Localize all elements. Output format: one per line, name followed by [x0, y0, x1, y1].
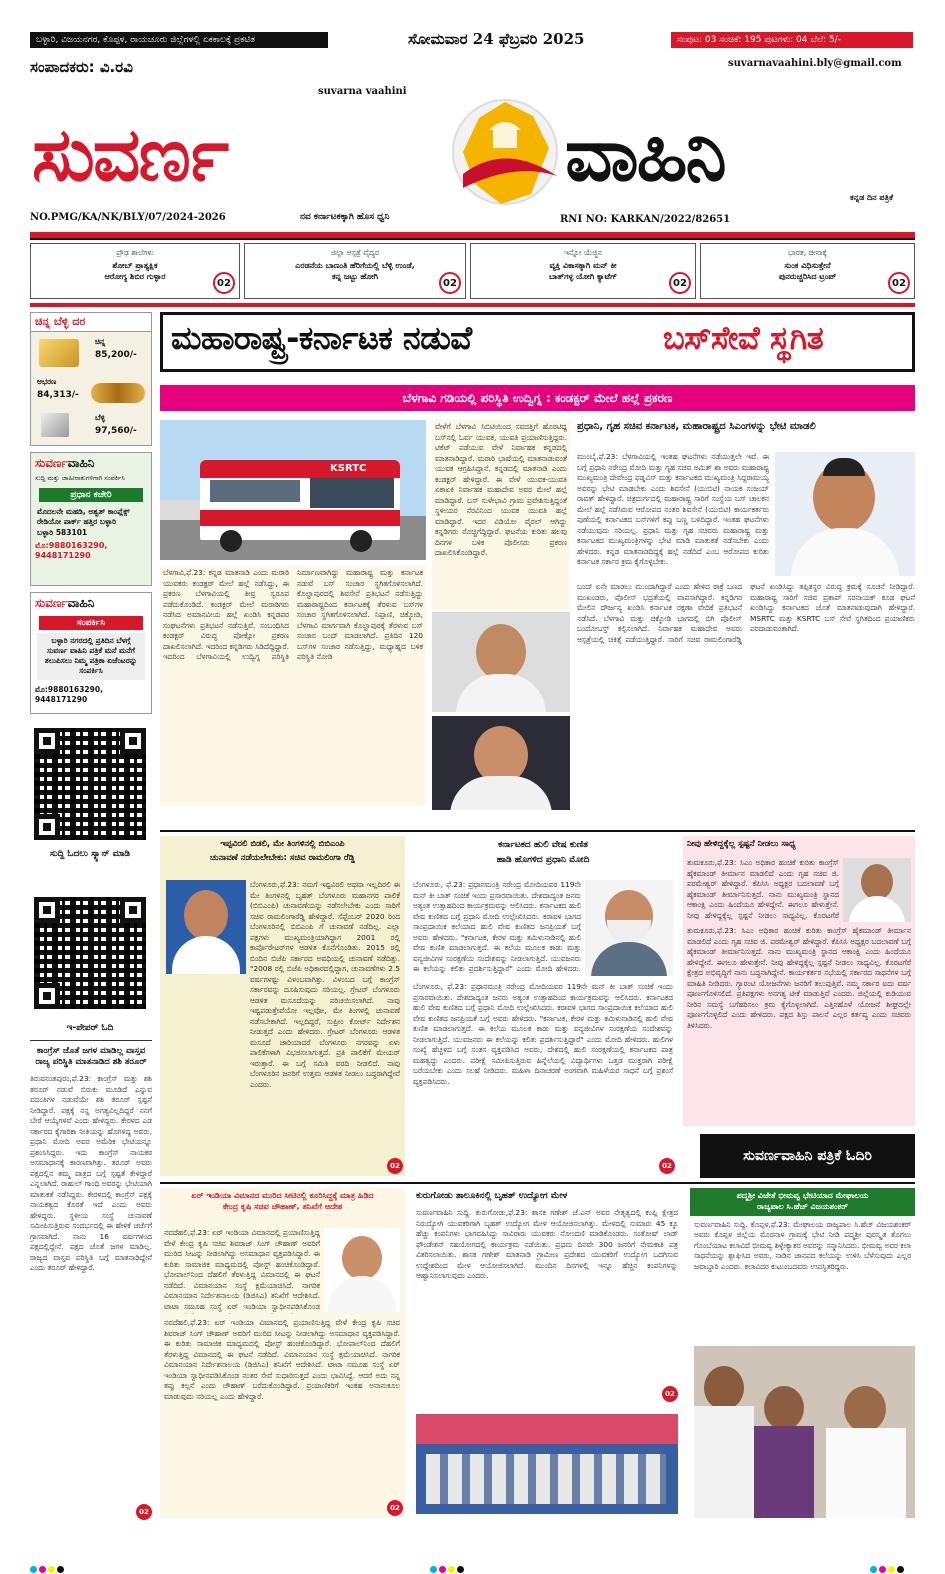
ornament-label: ಆಭರಣ: [37, 377, 57, 386]
story-body: ನವದೆಹಲಿ,ಫೆ.23: ಏರ್ ಇಂಡಿಯಾ ವಿಮಾನದಲ್ಲಿ ಪ್ರಯಾಣಿಸುತ್ತಿದ್ದ ವೇಳೆ ಕೇಂದ್ರ ಕೃಷಿ ಸಚಿವ ಶಿವರಾಜ್ ಸಿಂಗ್ ಚೌಹಾಣ್ ಅವರಿಗೆ ಮುರಿದ ಸೀಟನ್ನು ನೀಡಲಾಗಿದ್ದು ಅಸಮಾಧಾನ ವ್ಯಕ್ತಪಡಿಸಿದ್ದಾರೆ. ಈ ಕುರಿತು ಸಾಮಾಜಿಕ ಮಾಧ್ಯಮದಲ್ಲಿ ಪೋಸ್ಟ್ ಹಂಚಿಕೊಂಡಿದ್ದಾರೆ. ಭೋಪಾಲ್‌ನಿಂದ ದೆಹಲಿಗೆ ತೆರಳುತ್ತಿದ್ದ ವಿಮಾನದಲ್ಲಿ ಈ ಘಟನೆ ನಡೆದಿದೆ. ವಿಮಾನಯಾನ ಸಂಸ್ಥೆ ಕ್ಷಮೆಯಾಚಿಸಿದೆ. ನಾಗರಿಕ ವಿಮಾನಯಾನ ನಿರ್ದೇಶನಾಲಯ (ಡಿಜಿಸಿಎ) ತನಿಖೆಗೆ ಆದೇಶಿಸಿದೆ. ಟಾಟಾ ಸಮೂಹ ಸಂಸ್ಥೆ ಏರ್ ಇಂಡಿಯಾ ಸ್ವಾಧೀನಪಡಿಸಿಕೊಂಡ: [164, 1228, 320, 1311]
photo-chouhan: [324, 1228, 400, 1312]
section-rule: [160, 830, 915, 832]
page-ref: 02: [213, 272, 235, 294]
lead-body-1: ಬೆಳಗಾವಿ,ಫೆ.23: ಕನ್ನಡ ಮಾತನಾಡಿ ಎಂದು ಮರಾಠಿ ಯುವಕರು ಕಂಡಕ್ಟರ್ ಮೇಲೆ ಹಲ್ಲೆ ನಡೆಸಿದ್ದು, ಈ ಪ್ರಕರಣ ಬೆಳಗಾವಿಯಲ್ಲಿ ತೀವ್ರ ಸ್ವರೂಪ ಪಡೆದುಕೊಂಡಿದೆ. ಕಂಡಕ್ಟರ್ ಮೇಲೆ ಮರಾಠಿಗರು ನಡೆಸಿದ ಅಮಾನವೀಯ ಹಲ್ಲೆ ಖಂಡಿಸಿ ಕನ್ನಡಪರ ಸಂಘಟನೆಗಳು ಪ್ರತಿಭಟನೆ ನಡೆಸುತ್ತಿವೆ. ಸಂಬಂಧಿಸಿದ ಕಂಡಕ್ಟರ್ ವಿರುದ್ಧ ಪೋಕ್ಸೋ ಪ್ರಕರಣ ದಾಖಲಿಸಲಾಗಿದೆ. ಇದರಿಂದ ಕನ್ನಡಿಗರು ಸಿಡಿದೆದ್ದಿದ್ದಾರೆ. ಇದರಿಂದ ಬೆಳಗಾವಿಯಲ್ಲಿ ಉದ್ವಿಗ್ನ ಪರಿಸ್ಥಿತಿ ನಿರ್ಮಾಣವಾಗಿದ್ದು ಮಹಾರಾಷ್ಟ್ರ ಮತ್ತು ಕರ್ನಾಟಕ ನಡುವೆ ಬಸ್ ಸಂಚಾರ ಸ್ಥಗಿತಗೊಳಿಸಲಾಗಿದೆ. ಕೊಲ್ಹಾಪುರದಲ್ಲಿ ಶಿವಸೇನೆ ಪ್ರತಿಭಟನೆ ನಡೆಸುತ್ತಿದ್ದು ಮಹಾರಾಷ್ಟ್ರದಿಂದ ಕರ್ನಾಟಕಕ್ಕೆ ತೆರಳುವ ಬಸ್‌ಗಳ ಸಂಚಾರ ಸ್ಥಗಿತಗೊಳಿಸಲಾಗಿದೆ. ನಿಪ್ಪಾಣಿ, ಚಿಕ್ಕೋಡಿ, ಬೆಳಗಾವಿ ಮಾರ್ಗವಾಗಿ ಕೊಲ್ಹಾಪುರಕ್ಕೆ ತೆರಳುವ ಬಸ್ ಸಂಚಾರ ಬಂದ್ ಮಾಡಲಾಗಿದೆ. ಪ್ರತಿದಿನ 120 ಬಸ್‌ಗಳ ಸಂಚಾರ ನಡೆಸುತ್ತಿದ್ದು, ಮಧ್ಯಾಹ್ನದ ಬಳಿಕ ಪರಿಸ್ಥಿತಿ ನೋಡಿ: [160, 566, 426, 806]
photo-governor-bhimavva: [694, 1346, 915, 1518]
gold-label: ಚಿನ್ನ: [95, 337, 106, 346]
lead-headline: ಮಹಾರಾಷ್ಟ್ರ-ಕರ್ನಾಟಕ ನಡುವೆ: [171, 319, 472, 357]
read-promo[interactable]: ಸುವರ್ಣವಾಹಿನಿ ಪತ್ರಿಕೆ ಓದಿರಿ: [700, 1134, 915, 1178]
story-body: ಬೆಂಗಳೂರು, ಫೆ.23: ಪ್ರಧಾನಮಂತ್ರಿ ನರೇಂದ್ರ ಮೋದಿಯವರ 119ನೇ ಮನ್ ಕೀ ಬಾತ್ ಸಂಚಿಕೆ ಇಂದು ಪ್ರಸಾರವಾಯಿತು. ದೇಶದಾದ್ಯಂತ ಜನರು ಅತ್ಯಂತ ಉತ್ಸಾಹದಿಂದ ಕಾರ್ಯಕ್ರಮವನ್ನು ಆಲಿಸಿದರು. ಕರ್ನಾಟಕದ ಹುಲಿ ವೇಷ ಕುಣಿತದ ಬಗ್ಗೆ ಪ್ರಧಾನಿ ಮೋದಿ ಉಲ್ಲೇಖಿಸಿದರು. ಕರಾವಳಿ ಭಾಗದ ಸಾಂಪ್ರದಾಯಿಕ ಕಲೆಯಾದ ಹುಲಿ ವೇಷ ಕುಣಿತದ ಜನಪ್ರಿಯತೆ ಬಗ್ಗೆ ಅವರು ಹೇಳಿದರು. "ಕರ್ನಾಟಕ, ಕೇರಳ ಮತ್ತು ತಮಿಳುನಾಡಿನಲ್ಲಿ ಹುಲಿ ವೇಷ ಕುಣಿತ ಮಾಡಲಾಗುತ್ತದೆ. ಈ ಕಲೆಯ ಮೂಲಕ ಕಾಡು ಮತ್ತು ವನ್ಯಜೀವಿಗಳ ಸಂರಕ್ಷಣೆಯ ಸಂದೇಶವನ್ನು ನೀಡಲಾಗುತ್ತಿದೆ. ಯುವಜನರು ಈ ಕಲೆಯನ್ನು ಕಲಿತು ಪ್ರದರ್ಶಿಸುತ್ತಿದ್ದಾರೆ" ಎಂದು ಮೋದಿ ಹೇಳಿದರು.: [413, 880, 581, 974]
page-ref: 02: [387, 1500, 403, 1516]
teaser-kicker: ಪ್ರೌಢ ಶಾಲೆಗಳು: [116, 248, 154, 257]
story-body: ತುಮಕೂರು,ಫೆ.23: ಸಿಎಂ ಅಧಿಕಾರ ಹಂಚಿಕೆ ಕುರಿತು ಕಾಂಗ್ರೆಸ್ ಹೈಕಮಾಂಡ್ ತೀರ್ಮಾನ ಮಾಡಲಿದೆ ಎಂದು ಗೃಹ ಸಚಿವ ಜಿ. ಪರಮೇಶ್ವರ್ ಹೇಳಿದ್ದಾರೆ. ಕೆಪಿಸಿಸಿ ಅಧ್ಯಕ್ಷರ ಬದಲಾವಣೆ ಬಗ್ಗೆ ಹೈಕಮಾಂಡ್ ತೀರ್ಮಾನಿಸುತ್ತದೆ. ನಾನು ಮುಖ್ಯಮಂತ್ರಿ ಸ್ಥಾನದ ಆಕಾಂಕ್ಷಿ ಎಂದು ಹಿಂದೆಯೂ ಹೇಳಿದ್ದೇನೆ. ಈಗಲೂ ಹೇಳುತ್ತೇನೆ. ನೀವು ಹೇಳಿದ್ದಕ್ಕೆಲ್ಲ ಸ್ಪಷ್ಟನೆ ನೀಡಲು ಸಾಧ್ಯವಿಲ್ಲ. ಕೊರಟಗೆರೆ: [687, 858, 839, 920]
teaser-2[interactable]: [244, 243, 466, 299]
registration-marks: [30, 1558, 66, 1574]
lead-headline-box: [160, 312, 915, 372]
qr-caption: ಇ-ಪೇಪರ್ ಓದಿ: [66, 1023, 114, 1033]
office-ad: [30, 452, 152, 586]
masthead-left: ಸುವರ್ಣ: [32, 112, 228, 198]
silver-label: ಬೆಳ್ಳಿ: [95, 413, 105, 422]
story-body: ಬೆಂಗಳೂರು,ಫೆ.23: ನಮಗೆ ಇಷ್ಟವಿರಲಿ ಅಥವಾ ಇಲ್ಲದಿರಲಿ ಈ ಮೇ ತಿಂಗಳಿನಲ್ಲಿ ಬೃಹತ್ ಬೆಂಗಳೂರು ಮಹಾನಗರ ಪಾಲಿಕೆ (ಬಿಬಿಎಂಪಿ) ಚುನಾವಣೆಯನ್ನು ನಡೆಸಲೇಬೇಕು ಎಂದು ಸಾರಿಗೆ ಸಚಿವ ರಾಮಲಿಂಗಾರೆಡ್ಡಿ ಹೇಳಿದ್ದಾರೆ. ಸೆಪ್ಟೆಂಬರ್ 2020 ರಿಂದ ಬೆಂಗಳೂರಿನಲ್ಲಿ ಬಿಬಿಎಂಪಿ ಗೆ ಚುನಾವಣೆ ನಡೆದಿಲ್ಲ. ಎಲ್ಲಾ ಪಕ್ಷಗಳು ಮುಖ್ಯಮಂತ್ರಿಯಾಗಿದ್ದಾಗ 2001 ರಲ್ಲಿ ಕಾರ್ಪೊರೇಟರ್‌ಗಳ ಆಡಳಿತ ಕೊನೆಗೊಂಡಿತು. 2015 ರಲ್ಲಿ ಬಿಂದಿನ ಬಿಜೆಪಿ ಸರ್ಕಾರದ ಅವಧಿಯಲ್ಲಿ ಚುನಾವಣೆ ನಡೆದಿತ್ತು. "2008 ರಲ್ಲಿ ಬಿಜೆಪಿ ಅಧಿಕಾರದಲ್ಲಿದ್ದಾಗ, ಚುನಾವಣೆಗಳು 2.5 ವರ್ಷಗಳಷ್ಟು ವಿಳಂಬವಾಗಿತ್ತು. ವಿಳಂಬದ ಬಗ್ಗೆ ಕಾಂಗ್ರೆಸ್ ಸರ್ಕಾರವನ್ನು ದೂಷಿಸುವುದು ಸರಿಯಲ್ಲ. ಗ್ರೇಟರ್ ಬೆಂಗಳೂರು ಆಡಳಿತ ಮಸೂದೆಯನ್ನು ಪರಿಚಯಿಸಲಾಗಿದೆ. ನಾವು ಇಷ್ಟಪಡುತ್ತೇವೆಯೋ ಇಲ್ಲವೋ, ಮೇ ತಿಂಗಳಲ್ಲಿ ಚುನಾವಣೆ ನಡೆಸಬೇಕಾಗಿದೆ. ಇಲ್ಲದಿದ್ದರೆ, ಸುಪ್ರೀಂ ಕೋರ್ಟ್ ನಿರ್ದೇಶನ ನೀಡುತ್ತದೆ ಎಂದು ಹೇಳಿದರು. ಗ್ರೇಟರ್ ಬೆಂಗಳೂರು ಆಡಳಿತ ಮಸೂದೆ ಜಾರಿಯಾದರೆ ಬೆಂಗಳೂರು ನಗರವನ್ನು ಏಳು ಪಾಲಿಕೆಗಳಾಗಿ ವಿಭಜಿಸಲಾಗುತ್ತದೆ. ಪ್ರತಿ ಪಾಲಿಕೆಗೆ ಮೇಯರ್ ಇರುತ್ತಾರೆ. ಈ ಬಗ್ಗೆ ಸಮಿತಿ ವರದಿ ನೀಡಲಿದೆ. ನಾವು ಬೆಂಗಳೂರಿನ ಜನರಿಗೆ ಉತ್ತಮ ಆಡಳಿತ ನೀಡಲು ಬದ್ಧರಾಗಿದ್ದೇವೆ ಎಂದರು.: [250, 880, 400, 1089]
silver-bar-icon: [41, 413, 69, 437]
photo-modi: [585, 880, 673, 976]
story-body-cont: ಬೆಂಗಳೂರು, ಫೆ.23: ಪ್ರಧಾನಮಂತ್ರಿ ನರೇಂದ್ರ ಮೋದಿಯವರ 119ನೇ ಮನ್ ಕೀ ಬಾತ್ ಸಂಚಿಕೆ ಇಂದು ಪ್ರಸಾರವಾಯಿತು. ದೇಶದಾದ್ಯಂತ ಜನರು ಅತ್ಯಂತ ಉತ್ಸಾಹದಿಂದ ಕಾರ್ಯಕ್ರಮವನ್ನು ಆಲಿಸಿದರು. ಕರ್ನಾಟಕದ ಹುಲಿ ವೇಷ ಕುಣಿತದ ಬಗ್ಗೆ ಪ್ರಧಾನಿ ಮೋದಿ ಉಲ್ಲೇಖಿಸಿದರು. ಕರಾವಳಿ ಭಾಗದ ಸಾಂಪ್ರದಾಯಿಕ ಕಲೆಯಾದ ಹುಲಿ ವೇಷ ಕುಣಿತದ ಜನಪ್ರಿಯತೆ ಬಗ್ಗೆ ಅವರು ಹೇಳಿದರು. "ಕರ್ನಾಟಕ, ಕೇರಳ ಮತ್ತು ತಮಿಳುನಾಡಿನಲ್ಲಿ ಹುಲಿ ವೇಷ ಕುಣಿತ ಮಾಡಲಾಗುತ್ತದೆ. ಈ ಕಲೆಯ ಮೂಲಕ ಕಾಡು ಮತ್ತು ವನ್ಯಜೀವಿಗಳ ಸಂರಕ್ಷಣೆಯ ಸಂದೇಶವನ್ನು ನೀಡಲಾಗುತ್ತಿದೆ. ಯುವಜನರು ಈ ಕಲೆಯನ್ನು ಕಲಿತು ಪ್ರದರ್ಶಿಸುತ್ತಿದ್ದಾರೆ" ಎಂದು ಮೋದಿ ಹೇಳಿದರು. ಹುಲಿಗಳ ಸಂಖ್ಯೆ ಹೆಚ್ಚಳದ ಬಗ್ಗೆ ಸಂತಸ ವ್ಯಕ್ತಪಡಿಸಿದ ಅವರು, ದೇಶದಲ್ಲಿ ಹುಲಿ ಸಂರಕ್ಷಣೆಯಲ್ಲಿ ಕರ್ನಾಟಕದ ಪಾತ್ರ ಮಹತ್ವದ್ದು ಎಂದರು. ಪರೀಕ್ಷೆ ಸಮೀಪಿಸುತ್ತಿರುವ ಹಿನ್ನೆಲೆಯಲ್ಲಿ ವಿದ್ಯಾರ್ಥಿಗಳು ಒತ್ತಡ ಮುಕ್ತರಾಗಿ ಪರೀಕ್ಷೆ ಬರೆಯಬೇಕು ಎಂದು ಸಲಹೆ ನೀಡಿದರು. ಮಹಿಳಾ ದಿನಾಚರಣೆ ಅಂಗವಾಗಿ ಮಹಿಳೆಯರ ಸಾಧನೆ ಬಗ್ಗೆ ಪ್ರಶಂಸೆ ವ್ಯಕ್ತಪಡಿಸಿದರು.: [413, 982, 673, 1086]
gold-price: 85,200/-: [95, 350, 137, 360]
teaser-headline: ಸುಂಕ ವಿಧಿಸುತ್ತೇನೆ: [784, 261, 831, 270]
tagline: ನವ ಕರ್ನಾಟಕಕ್ಕಾಗಿ ಹೊಸ ಧ್ವನಿ: [300, 212, 390, 222]
masthead: [30, 100, 915, 220]
teaser-kicker: ಇನ್ನೋ ಯೆಜ್ಜಿನ: [564, 248, 602, 257]
page-ref: 02: [387, 1158, 403, 1174]
teaser-headline: ಶೋಬ್ ಪ್ರಾತ್ಯಕ್ಷಿಕ: [112, 261, 158, 270]
registration-marks: [870, 1558, 906, 1574]
section-rule: [30, 303, 915, 307]
silver-price: 97,560/-: [95, 426, 137, 436]
postal-reg-number: NO.PMG/KA/NK/BLY/07/2024-2026: [30, 212, 226, 223]
page-ref: 02: [136, 1504, 152, 1520]
story-body: ತಿರುವನಂತಪುರಂ,ಫೆ.23: ಕಾಂಗ್ರೆಸ್ ಮತ್ತು ಶಶಿ ತರೂರ್ ನಡುವೆ ಬಿರುಕು ಮೂಡಿದೆ ಎನ್ನುವ ವದಂತಿಗಳ ನಡುವೆಯೇ ಶಶಿ ತರೂರ್ ಸ್ಪಷ್ಟನೆ ನೀಡಿದ್ದಾರೆ. ಪಕ್ಷಕ್ಕೆ ನನ್ನ ಅಗತ್ಯವಿಲ್ಲದಿದ್ದರೆ ನನಗೆ ಬೇರೆ ಆಯ್ಕೆಗಳಿವೆ ಎಂದು ಹೇಳಿದ್ದರು. ಕೇರಳದ ಎಡ ಸರ್ಕಾರದ ಕೈಗಾರಿಕಾ ನೀತಿಯನ್ನು ಹೊಗಳಿದ್ದ ಅವರು, ಪ್ರಧಾನಿ ಮೋದಿ ಅವರ ಅಮೆರಿಕ ಭೇಟಿಯನ್ನೂ ಪ್ರಶಂಸಿಸಿದ್ದರು. ಇದು ಕಾಂಗ್ರೆಸ್ ನಾಯಕರ ಅಸಮಾಧಾನಕ್ಕೆ ಕಾರಣವಾಗಿತ್ತು. ತರೂರ್ ಅವರು ಪಕ್ಷದಲ್ಲಿನ ತಮ್ಮ ಪಾತ್ರದ ಬಗ್ಗೆ ಸ್ಪಷ್ಟತೆ ಕೇಳಿದ್ದಾರೆ ಎನ್ನಲಾಗಿದೆ. ರಾಹುಲ್ ಗಾಂಧಿ ಅವರನ್ನು ಭೇಟಿಯಾಗಿ ಮಾತುಕತೆ ನಡೆಸಿದ್ದರು. ಕೇರಳದಲ್ಲಿ ಕಾಂಗ್ರೆಸ್ ಪಕ್ಷಕ್ಕೆ ನಾಯಕತ್ವದ ಕೊರತೆ ಇದೆ ಎಂದು ಅವರು ಹೇಳಿದ್ದರು. ಸ್ಥಳೀಯ ಸಂಸ್ಥೆ ಚುನಾವಣೆ ಸಮೀಪಿಸುತ್ತಿರುವ ಸಂದರ್ಭದಲ್ಲಿ ಈ ಹೇಳಿಕೆ ಚರ್ಚೆಗೆ ಗ್ರಾಸವಾಗಿದೆ. ನಾನು 16 ವರ್ಷಗಳಿಂದ ಪಕ್ಷದಲ್ಲಿದ್ದೇನೆ. ಪಕ್ಷದ ಜೊತೆ ಜಗಳ ಮಾಡಿಲ್ಲ. ರಾಜ್ಯದ ವಾಸ್ತವ ಪರಿಸ್ಥಿತಿ ಬಗ್ಗೆ ಮಾತನಾಡಿದ್ದೇನೆ ಎಂದು ತರೂರ್ ಹೇಳಿದ್ದಾರೆ.: [30, 1074, 152, 1273]
teaser-headline: ಕನ್ನ ಜಟ್ಟು ಹೋಗಿ: [331, 272, 379, 281]
regions-bar: ಬಳ್ಳಾರಿ, ವಿಜಯನಗರ, ಕೊಪ್ಪಳ, ರಾಯಚೂರು ಜಿಲ್ಲೆಗಳಲ್ಲಿ ಏಕಕಾಲಕ್ಕೆ ಪ್ರಕಟಿತ: [30, 32, 328, 48]
gold-bar-icon: [39, 339, 79, 367]
bus-photo: [160, 420, 426, 560]
story-tharoor: [30, 1046, 152, 1516]
agents-ad: [30, 592, 152, 714]
ad-agents-text: ಬಳ್ಳಾರಿ ನಗರದಲ್ಲಿ ಪ್ರತಿದಿನ ಬೆಳಗ್ಗೆ ಸುವರ್ಣ ವಾಹಿನಿ ಪತ್ರಿಕೆ ಮನೆ ಮನೆಗೆ ತಲುಪಿಸಲು ನಿಮ್ಮ ಪತ್ರಿಕಾ ಏಜೆಂಟರನ್ನು ಸಂಪರ್ಕಿಸಿ: [37, 633, 145, 680]
lead-side-body: ಮುಂಬೈ,ಫೆ.23: ಬೆಳಗಾವಿಯಲ್ಲಿ ಇಂತಹ ಘಟನೆಗಳು ನಡೆಯುತ್ತಲೇ ಇವೆ. ಈ ಬಗ್ಗೆ ಪ್ರಧಾನಿ ನರೇಂದ್ರ ಮೋದಿ ಮತ್ತು ಗೃಹ ಸಚಿವ ಅಮಿತ್ ಶಾ ಅವರು ಮಹಾರಾಷ್ಟ್ರ ಮುಖ್ಯಮಂತ್ರಿ ದೇವೇಂದ್ರ ಫಡ್ನವಿಸ್ ಮತ್ತು ಕರ್ನಾಟಕದ ಮುಖ್ಯಮಂತ್ರಿ ಸಿದ್ದರಾಮಯ್ಯ ಅವರನ್ನು ಭೇಟಿ ಮಾಡಬೇಕು ಎಂದು ಶಿವಸೇನೆ (ಯುಬಿಟಿ) ನಾಯಕ ಸಂಜಯ್ ರಾವತ್ ಹೇಳಿದ್ದಾರೆ. ಚಿತ್ರದುರ್ಗದಲ್ಲಿ ಮಹಾರಾಷ್ಟ್ರ ಸಾರಿಗೆ ಸಂಸ್ಥೆಯ ಬಸ್ ಚಾಲಕನ ಮೇಲೆ ಹಲ್ಲೆ ನಡೆಸಿರುವ ಆರೋಪದ ನಂತರ ಶಿವಸೇನೆ (ಯುಬಿಟಿ) ಕಾರ್ಯಕರ್ತರು ಪುಣೆಯಲ್ಲಿ ಕರ್ನಾಟಕದ ಬಸ್‌ಗಳಿಗೆ ಕಪ್ಪು ಬಣ್ಣ ಬಳಿದಿದ್ದಾರೆ. ಇಂತಹ ಘಟನೆಗಳು ನಡೆಯುವುದು ಸರಿಯಲ್ಲ. ಪ್ರಧಾನಿ ಮತ್ತು ಗೃಹ ಸಚಿವರು ಮಹಾರಾಷ್ಟ್ರ ಮತ್ತು ಕರ್ನಾಟಕದ ಮುಖ್ಯಮಂತ್ರಿಗಳನ್ನು ಭೇಟಿ ಮಾಡಿ ಮಾತುಕತೆ ನಡೆಸಬೇಕು ಎಂದು ಹೇಳಿದರು. ಕನ್ನಡ ಮಾತನಾಡದಿದ್ದಕ್ಕೆ ಹಲ್ಲೆ ನಡೆದಿದೆ ಎಂಬ ಆರೋಪದ ಕುರಿತು ಕರ್ನಾಟಕ ಸರ್ಕಾರ ಕ್ರಮ ಕೈಗೊಳ್ಳಬೇಕು.: [577, 452, 769, 567]
qr-caption: ಸುದ್ದಿ ಓದಲು ಸ್ಕ್ಯಾನ್ ಮಾಡಿ: [50, 849, 130, 859]
photo-sanjay-raut: [775, 452, 915, 576]
issue-date: ಸೋಮವಾರ 24 ಫೆಬ್ರವರಿ 2025: [408, 30, 585, 48]
ad-address: ಮೊದಲನೇ ಮಹಡಿ, ಅಶ್ವತ್ ಕಾಂಪ್ಲೆಕ್ಸ್ ರೇಡಿಯೋ ಪಾರ್ಕ್ ಹತ್ತಿರ ಬಳ್ಳಾರಿ: [37, 506, 130, 526]
teaser-headline: ವ್ಯಕ್ತಿ ವಿಕಾಸಕ್ಕಾಗಿ ಮನ್ ಕೀ: [549, 261, 617, 270]
gold-bangle-icon: [91, 383, 145, 403]
photo-siddaramaiah: [432, 612, 570, 712]
page-ref: 02: [669, 272, 691, 294]
story-headline: ನೀವು ಹೇಳಿದ್ದಕ್ಕೆಲ್ಲ ಸ್ಪಷ್ಟನೆ ನೀಡಲು ಸಾಧ್ಯ: [687, 839, 796, 849]
editor-name: ಸಂಪಾದಕರು: ವಿ.ರವಿ: [30, 58, 133, 76]
story-headline: ಕುರುಗೋಡು ತಾಲೂಕಿನಲ್ಲಿ ಬೃಹತ್ ಉದ್ಯೋಗ ಮೇಳ: [416, 1191, 568, 1201]
story-headline: ಚುನಾವಣೆ ನಡೆಯಲೇಬೇಕು: ಸಚಿವ ರಾಮಲಿಂಗಾ ರೆಡ್ಡಿ: [209, 853, 356, 864]
ornament-price: 84,313/-: [37, 390, 79, 400]
teaser-kicker: ಭಾರತ, ಚೀನಾಕ್ಕೆ: [788, 248, 827, 257]
story-headline: ಕರ್ನಾಟಕದ ಹುಲಿ ವೇಷ ಕುಣಿತ: [498, 840, 588, 850]
ad-brand-right: ವಾಹಿನಿ: [67, 596, 95, 610]
issue-details: ಸಂಪುಟ: 03 ಸಂಚಿಕೆ: 195 ಪುಟಗಳು: 04 ಬೆಲೆ: 5/-: [671, 32, 913, 48]
lead-body-2: ವೇಳೆಗೆ ಬೆಳಗಾವಿ ಸಿಬಿಟಿಯಿಂದ ಸವದತ್ತಿಗೆ ಹೊರಟಿದ್ದ ಬಸ್‌ನಲ್ಲಿ ಓರ್ವ ಯುವಕ, ಯುವತಿ ಪ್ರಯಾಣಿಸುತ್ತಿದ್ದರು. ಟಿಕೆಟ್ ಪಡೆಯುವ ವೇಳೆ ನಿರ್ವಾಹಕ ಕನ್ನಡದಲ್ಲಿ ಮಾತನಾಡಿದ್ದಾರೆ. ಮರಾಠಿ ಭಾಷೆಯಲ್ಲಿ ಮಾತನಾಡುವಂತೆ ಯುವಕ ಆಗ್ರಹಿಸಿದ್ದಾನೆ. ಕನ್ನಡದಲ್ಲಿ ಮಾತನಾಡಿ ಎಂದು ಕಂಡಕ್ಟರ್ ಹೇಳಿದ್ದಾರೆ. ಈ ವೇಳೆ ಯುವಕ-ಯುವತಿ ಏಕಾಏಕಿ ನಿರ್ವಾಹಕ ಮಹಾದೇವ ಅವರ ಮೇಲೆ ಹಲ್ಲೆ ಮಾಡಿದ್ದಾರೆ. ಬಸ್ ಸುಳೇಭಾವಿ ಗ್ರಾಮ ಪ್ರವೇಶಿಸುತ್ತಿದ್ದಂತೆ ಸ್ಥಳೀಯರ ನೆರವಿನಿಂದ ಯುವಕ ಯುವತಿ ಹಲ್ಲೆ ಮಾಡಿದ್ದಾರೆ. ಇದರ ವಿಡಿಯೋ ವೈರಲ್ ಆಗಿದ್ದು ಕನ್ನಡಿಗರು ರೊಚ್ಚಿಗೆದ್ದಿದ್ದಾರೆ. ಘಟನೆಯ ಕುರಿತು ಹಲವು ದಿನಗಳ ಬಳಿಕ ಪೊಲೀಸರು ಪ್ರಕರಣ ದಾಖಲಿಸಿಕೊಂಡಿದ್ದಾರೆ.: [432, 420, 570, 610]
teaser-1[interactable]: [30, 243, 240, 299]
teaser-3[interactable]: [470, 243, 696, 299]
ad-pin: ಬಳ್ಳಾರಿ 583101: [37, 528, 88, 538]
divider: [30, 1040, 152, 1041]
teaser-headline: ಎರಡನೆಯ ಬಾಣಂತಿ ಹೆರಿಗೆಯಲ್ಲಿ ಬೆಳ್ಳಿ ಉಂಡೆ,: [295, 261, 415, 270]
photo-ramalinga-reddy: [166, 880, 246, 974]
gold-rates-box: [30, 312, 152, 446]
page-ref: 02: [888, 272, 910, 294]
photo-job-fair: [416, 1414, 678, 1514]
lead-side-body-2: ಬಂದ್ ಏನೇ ಮಾಡಲು ಮುಂದಾಗಿದ್ದಾರೆ ಎಂದು ಹೇಳಿದ ಠಾಕ್ರೆ ಬಣದ ಮುಖಂಡರು, ಪೊಲೀಸ್ ಭದ್ರತೆಯಲ್ಲಿ ವಾಪಸಾಗಿದ್ದಾರೆ. ಕನ್ನಡಿಗರ ಮೇಲಿನ ದೌರ್ಜನ್ಯ ಖಂಡಿಸಿ ಕರ್ನಾಟಕ ರಕ್ಷಣಾ ವೇದಿಕೆ ಪ್ರತಿಭಟನೆ ನಡೆಸಿದೆ. ಬೆಳಗಾವಿ ಮತ್ತು ಚಿಕ್ಕೋಡಿ ಭಾಗದಲ್ಲಿ ಬಿಗಿ ಪೊಲೀಸ್ ಬಂದೋಬಸ್ತ್ ಕಲ್ಪಿಸಲಾಗಿದೆ. ನಿರ್ವಾಹಕ ಮಹಾದೇವ ಅವರು ಆಸ್ಪತ್ರೆಯಲ್ಲಿ ಚಿಕಿತ್ಸೆ ಪಡೆಯುತ್ತಿದ್ದಾರೆ. ಸಾರಿಗೆ ಸಚಿವ ರಾಮಲಿಂಗಾರೆಡ್ಡಿ ಘಟನೆ ಖಂಡಿಸಿದ್ದು ತಪ್ಪಿತಸ್ಥರ ವಿರುದ್ಧ ಕ್ರಮಕ್ಕೆ ಸೂಚನೆ ನೀಡಿದ್ದಾರೆ. ಮಹಾರಾಷ್ಟ್ರ ಸಾರಿಗೆ ಸಚಿವ ಪ್ರತಾಪ್ ಸರನಾಯಕ್ ಕೂಡ ಘಟನೆ ಖಂಡಿಸಿದ್ದು ಕರ್ನಾಟಕದ ಜೊತೆ ಮಾತನಾಡುವುದಾಗಿ ಹೇಳಿದ್ದಾರೆ. MSRTC ಮತ್ತು KSRTC ಬಸ್ ಸೇವೆ ಸ್ಥಗಿತದಿಂದ ಪ್ರಯಾಣಿಕರು ಪರದಾಡುವಂತಾಗಿದೆ.: [577, 582, 915, 644]
ad-phone[interactable]: ಮೊ:9880163290, 9448171290: [35, 684, 103, 704]
qr-code-news[interactable]: [34, 728, 146, 840]
story-headline: ಏರ್ ಇಂಡಿಯಾ ವಿಮಾನದ ಮುರಿದ ಸೀಟಿನಲ್ಲಿ ಕೂರಿಸಿದ್ದಕ್ಕೆ ಮಾತ್ರ ಹಿಡಿದ: [191, 1191, 374, 1200]
story-headline: ರಾಜ್ಯಪಾಲ ಸಿ.ಹೆಚ್ ವಿಜಯಶಂಕರ್: [757, 1201, 848, 1211]
story-bbmp: [160, 836, 405, 1176]
teaser-kicker: ಜಿಲ್ಲಾ ಆಸ್ಪತ್ರೆ ವೈದ್ಯರ: [330, 248, 380, 257]
teaser-headline: ಬಾತ್‌ಗಳ್ಳ ಯೋಗಿ ಕ್ಯಾಟೆಗ್: [548, 272, 618, 281]
gold-rates-title: ಚಿನ್ನ ಬೆಳ್ಳಿ ದರ: [31, 313, 151, 332]
karnataka-emblem-icon: [445, 92, 565, 212]
story-body: ಸುವರ್ಣವಾಹಿನಿ ಸುದ್ದಿ. ಕುರುಗೋಡು,ಫೆ.23: ಶಾಸಕ ಗಣೇಶ್ ಜೆ.ಎನ್ ಅವರ ನೇತೃತ್ವದಲ್ಲಿ ಕಂಪ್ಲಿ ಕ್ಷೇತ್ರದ ನಿರುದ್ಯೋಗಿ ಯುವಕರಿಗಾಗಿ ಬೃಹತ್ ಉದ್ಯೋಗ ಮೇಳ ಆಯೋಜಿಸಲಾಗಿತ್ತು. ಮೇಳದಲ್ಲಿ ಸುಮಾರು 45 ಕ್ಕೂ ಹೆಚ್ಚು ಕಂಪನಿಗಳು ಭಾಗವಹಿಸಿದ್ದು ಸಾವಿರಾರು ಯುವಕರು ನೋಂದಣಿ ಮಾಡಿಕೊಂಡರು. ಸಂತೋಷ್ ಲಾಡ್ ಫೌಂಡೇಶನ್ ಸಹಯೋಗದಲ್ಲಿ ಕಾರ್ಯಕ್ರಮ ನಡೆಯಿತು. ಪ್ರಥಮ ದಿನವೇ 300 ಜನರಿಗೆ ನೇಮಕಾತಿ ಪತ್ರ ವಿತರಿಸಲಾಯಿತು. ಶಾಸಕ ಗಣೇಶ್ ಮಾತನಾಡಿ ಗ್ರಾಮೀಣ ಪ್ರದೇಶದ ಯುವಕರಿಗೆ ಉದ್ಯೋಗ ಒದಗಿಸುವ ಉದ್ದೇಶದಿಂದ ಮೇಳ ಆಯೋಜಿಸಲಾಗಿದೆ. ಮುಂದಿನ ದಿನಗಳಲ್ಲಿ ಇನ್ನೂ ಹೆಚ್ಚಿನ ಕಂಪನಿಗಳನ್ನು ಆಹ್ವಾನಿಸಲಾಗುವುದು ಎಂದರು.: [416, 1208, 678, 1281]
ad-brand-right: ವಾಹಿನಿ: [67, 456, 95, 470]
story-body: ಸುವರ್ಣವಾಹಿನಿ ಸುದ್ದಿ. ಕೊಪ್ಪಳ,ಫೆ.23: ಮೇಘಾಲಯ ರಾಜ್ಯಪಾಲ ಸಿ.ಹೆಚ್ ವಿಜಯಶಂಕರ್ ಅವರು ಕೊಪ್ಪಳ ಜಿಲ್ಲೆಯ ಮೊರನಾಳ ಗ್ರಾಮಕ್ಕೆ ಭೇಟಿ ನೀಡಿ ಪದ್ಮಶ್ರೀ ಪುರಸ್ಕೃತ ತೊಗಲು ಗೊಂಬೆಯಾಟ ಕಲಾವಿದೆ ಭೀಮವ್ವ ಶಿಳ್ಳೇಕ್ಯಾತರ ಅವರನ್ನು ಸನ್ಮಾನಿಸಿದರು. ಭೀಮವ್ವ ಅವರ ಕಲಾ ಸಾಧನೆಯನ್ನು ಶ್ಲಾಘಿಸಿದ ಅವರು, ನಾಡಿನ ಜಾನಪದ ಕಲೆಯನ್ನು ಉಳಿಸಿ ಬೆಳೆಸುವುದು ಎಲ್ಲರ ಜವಾಬ್ದಾರಿ ಎಂದರು. ಕಲಾವಿದರ ಕುಟುಂಬದವರು ಉಪಸ್ಥಿತರಿದ್ದರು.: [694, 1219, 911, 1271]
story-headline: ಹಾಡಿ ಹೊಗಳಿದ ಪ್ರಧಾನಿ ಮೋದಿ: [496, 855, 590, 866]
story-parameshwar: [683, 836, 915, 1126]
ad-phone[interactable]: ಮೊ:9880163290, 9448171290: [35, 541, 108, 561]
photo-parameshwar: [843, 858, 911, 922]
page-ref: 02: [662, 1386, 678, 1402]
teaser-4[interactable]: [700, 243, 915, 299]
story-headline: ಕೇಂದ್ರ ಕೃಷಿ ಸಚಿವ ಚೌಹಾಣ್, ತನಿಖೆಗೆ ಆದೇಶ: [222, 1201, 343, 1211]
section-rule: [160, 1182, 915, 1184]
story-air-india: [160, 1188, 405, 1518]
lead-subhead: ಬೆಳಗಾವಿ ಗಡಿಯಲ್ಲಿ ಪರಿಸ್ಥಿತಿ ಉದ್ವಿಗ್ನ : ಕಂಡಕ್ಟರ್ ಮೇಲೆ ಹಲ್ಲೆ ಪ್ರಕರಣ: [160, 385, 915, 411]
ad-subtitle: ಸುದ್ದಿ ಮತ್ತು ಜಾಹೀರಾತುಗಳಿಗಾಗಿ ಸಂಪರ್ಕಿಸಿ: [35, 474, 125, 482]
latin-name: suvarna vaahini: [318, 86, 407, 97]
qr-code-epaper[interactable]: [34, 897, 146, 1009]
story-governor-visit: [690, 1188, 915, 1518]
ad-brand-left: ಸುವರ್ಣ: [35, 456, 68, 470]
page-ref: 02: [659, 1158, 675, 1174]
lead-headline-highlight: ಬಸ್‌ಸೇವೆ ಸ್ಥಗಿತ: [663, 319, 824, 357]
photo-fadnavis: [432, 716, 570, 810]
rni-number: RNI NO: KARKAN/2022/82651: [560, 214, 731, 225]
story-body-cont: ತುಮಕೂರು,ಫೆ.23: ಸಿಎಂ ಅಧಿಕಾರ ಹಂಚಿಕೆ ಕುರಿತು ಕಾಂಗ್ರೆಸ್ ಹೈಕಮಾಂಡ್ ತೀರ್ಮಾನ ಮಾಡಲಿದೆ ಎಂದು ಗೃಹ ಸಚಿವ ಜಿ. ಪರಮೇಶ್ವರ್ ಹೇಳಿದ್ದಾರೆ. ಕೆಪಿಸಿಸಿ ಅಧ್ಯಕ್ಷರ ಬದಲಾವಣೆ ಬಗ್ಗೆ ಹೈಕಮಾಂಡ್ ತೀರ್ಮಾನಿಸುತ್ತದೆ. ನಾನು ಮುಖ್ಯಮಂತ್ರಿ ಸ್ಥಾನದ ಆಕಾಂಕ್ಷಿ ಎಂದು ಹಿಂದೆಯೂ ಹೇಳಿದ್ದೇನೆ. ಈಗಲೂ ಹೇಳುತ್ತೇನೆ. ನೀವು ಹೇಳಿದ್ದಕ್ಕೆಲ್ಲ ಸ್ಪಷ್ಟನೆ ನೀಡಲು ಸಾಧ್ಯವಿಲ್ಲ. ಕೊರಟಗೆರೆ ಕ್ಷೇತ್ರದ ಅಭಿವೃದ್ಧಿಗೆ ನಾನು ಬದ್ಧನಾಗಿದ್ದೇನೆ. ಕಾರ್ಯಕರ್ತರ ಸಭೆಯಲ್ಲಿ ಸರ್ಕಾರದ ಸಾಧನೆಗಳ ಬಗ್ಗೆ ಮಾಹಿತಿ ನೀಡಿದರು. ಗ್ಯಾರಂಟಿ ಯೋಜನೆಗಳು ಜನರಿಗೆ ತಲುಪುತ್ತಿವೆ. ನಮ್ಮ ಸರ್ಕಾರ ಐದು ವರ್ಷ ಪೂರ್ಣಗೊಳಿಸಲಿದೆ. ಪ್ರತಿಪಕ್ಷಗಳು ಅನಗತ್ಯ ಟೀಕೆ ಮಾಡುತ್ತಿವೆ ಎಂದರು. ಜಿಲ್ಲೆಯಲ್ಲಿ ಕುಡಿಯುವ ನೀರಿನ ಸಮಸ್ಯೆ ಬಗೆಹರಿಸಲು ಕ್ರಮ ಕೈಗೊಳ್ಳಲಾಗಿದೆ. ಎತ್ತಿನಹೊಳೆ ಯೋಜನೆ ಶೀಘ್ರದಲ್ಲೇ ಪೂರ್ಣಗೊಳ್ಳಲಿದೆ ಎಂದು ಹೇಳಿದರು. ಪಕ್ಷದ ಶಿಸ್ತು ಪಾಲನೆ ಎಲ್ಲರ ಕರ್ತವ್ಯ ಎಂದು ಸಚಿವರು ತಿಳಿಸಿದರು.: [687, 926, 911, 1030]
bus-label: KSRTC: [330, 463, 367, 474]
story-headline: ಇಪ್ಪವಿರಲಿ ಬಿಡಲಿ, ಮೇ ತಿಂಗಳಿನಲ್ಲಿ ಬಿಬಿಎಂಪಿ: [220, 839, 345, 849]
story-headline: ಕಾಂಗ್ರೆಸ್ ಜೊತೆ ಜಗಳ ಮಾಡಿಲ್ಲ ವಾಸ್ತವ ರಾಜ್ಯ ಪರಿಸ್ಥಿತಿ ಮಾತನಾಡಿದ ಶಶಿ ತರೂರ್: [35, 1046, 147, 1068]
story-body-cont: ನವದೆಹಲಿ,ಫೆ.23: ಏರ್ ಇಂಡಿಯಾ ವಿಮಾನದಲ್ಲಿ ಪ್ರಯಾಣಿಸುತ್ತಿದ್ದ ವೇಳೆ ಕೇಂದ್ರ ಕೃಷಿ ಸಚಿವ ಶಿವರಾಜ್ ಸಿಂಗ್ ಚೌಹಾಣ್ ಅವರಿಗೆ ಮುರಿದ ಸೀಟನ್ನು ನೀಡಲಾಗಿದ್ದು ಅಸಮಾಧಾನ ವ್ಯಕ್ತಪಡಿಸಿದ್ದಾರೆ. ಈ ಕುರಿತು ಸಾಮಾಜಿಕ ಮಾಧ್ಯಮದಲ್ಲಿ ಪೋಸ್ಟ್ ಹಂಚಿಕೊಂಡಿದ್ದಾರೆ. ಭೋಪಾಲ್‌ನಿಂದ ದೆಹಲಿಗೆ ತೆರಳುತ್ತಿದ್ದ ವಿಮಾನದಲ್ಲಿ ಈ ಘಟನೆ ನಡೆದಿದೆ. ವಿಮಾನಯಾನ ಸಂಸ್ಥೆ ಕ್ಷಮೆಯಾಚಿಸಿದೆ. ನಾಗರಿಕ ವಿಮಾನಯಾನ ನಿರ್ದೇಶನಾಲಯ (ಡಿಜಿಸಿಎ) ತನಿಖೆಗೆ ಆದೇಶಿಸಿದೆ. ಟಾಟಾ ಸಮೂಹ ಸಂಸ್ಥೆ ಏರ್ ಇಂಡಿಯಾ ಸ್ವಾಧೀನಪಡಿಸಿಕೊಂಡ ನಂತರ ಸೇವೆ ಸುಧಾರಿಸುತ್ತದೆ ಎಂದು ಭಾವಿಸಿದ್ದೆ. ಆದರೆ ಅದು ನನ್ನ ತಪ್ಪು ಕಲ್ಪನೆ ಎಂದು ಚೌಹಾಣ್ ಬರೆದುಕೊಂಡಿದ್ದಾರೆ. ಪ್ರಯಾಣಿಕರಿಗೆ ಇಂತಹ ಅನಾನುಕೂಲ ಮಾಡುವುದು ಸರಿಯಲ್ಲ ಎಂದು ಹೇಳಿದ್ದಾರೆ.: [164, 1318, 400, 1401]
story-headline-box: [690, 1188, 915, 1216]
page-ref: 02: [439, 272, 461, 294]
daily-label: ಕನ್ನಡ ದಿನ ಪತ್ರಿಕೆ: [850, 193, 894, 202]
ad-contact-label: ಸಂಪರ್ಕಿಸಿ: [39, 616, 143, 630]
registration-marks: [430, 1558, 466, 1574]
story-job-fair: [412, 1188, 682, 1518]
teaser-headline: ಆರೋಗ್ಯ ಶಿಬಿರ ಗುಳ್ಳಾರ: [104, 272, 166, 281]
story-headline: ಪದ್ಮಶ್ರೀ ವಿಜೇತೆ ಭೀಮವ್ವ ಭೇಟಿಯಾದ ಮೇಘಾಲಯ: [736, 1191, 869, 1200]
ad-office-label: ಪ್ರಧಾನ ಕಚೇರಿ: [39, 488, 143, 502]
contact-email[interactable]: suvarnavaahini.bly@gmail.com: [728, 58, 902, 69]
ad-brand-left: ಸುವರ್ಣ: [35, 596, 68, 610]
lead-side-headline: ಪ್ರಧಾನಿ, ಗೃಹ ಸಚಿವ ಕರ್ನಾಟಕ, ಮಹಾರಾಷ್ಟ್ರದ ಸಿಎಂಗಳನ್ನು ಭೇಟಿ ಮಾಡಲಿ: [577, 421, 816, 432]
header-rule-thin: [30, 238, 915, 240]
teaser-headline: ಪುನರುಚ್ಚರಿಸಿದ ಟ್ರಂಪ್: [778, 272, 837, 281]
story-modi-mann-ki-baat: [409, 836, 677, 1176]
masthead-right: ವಾಹಿನಿ: [565, 112, 725, 198]
